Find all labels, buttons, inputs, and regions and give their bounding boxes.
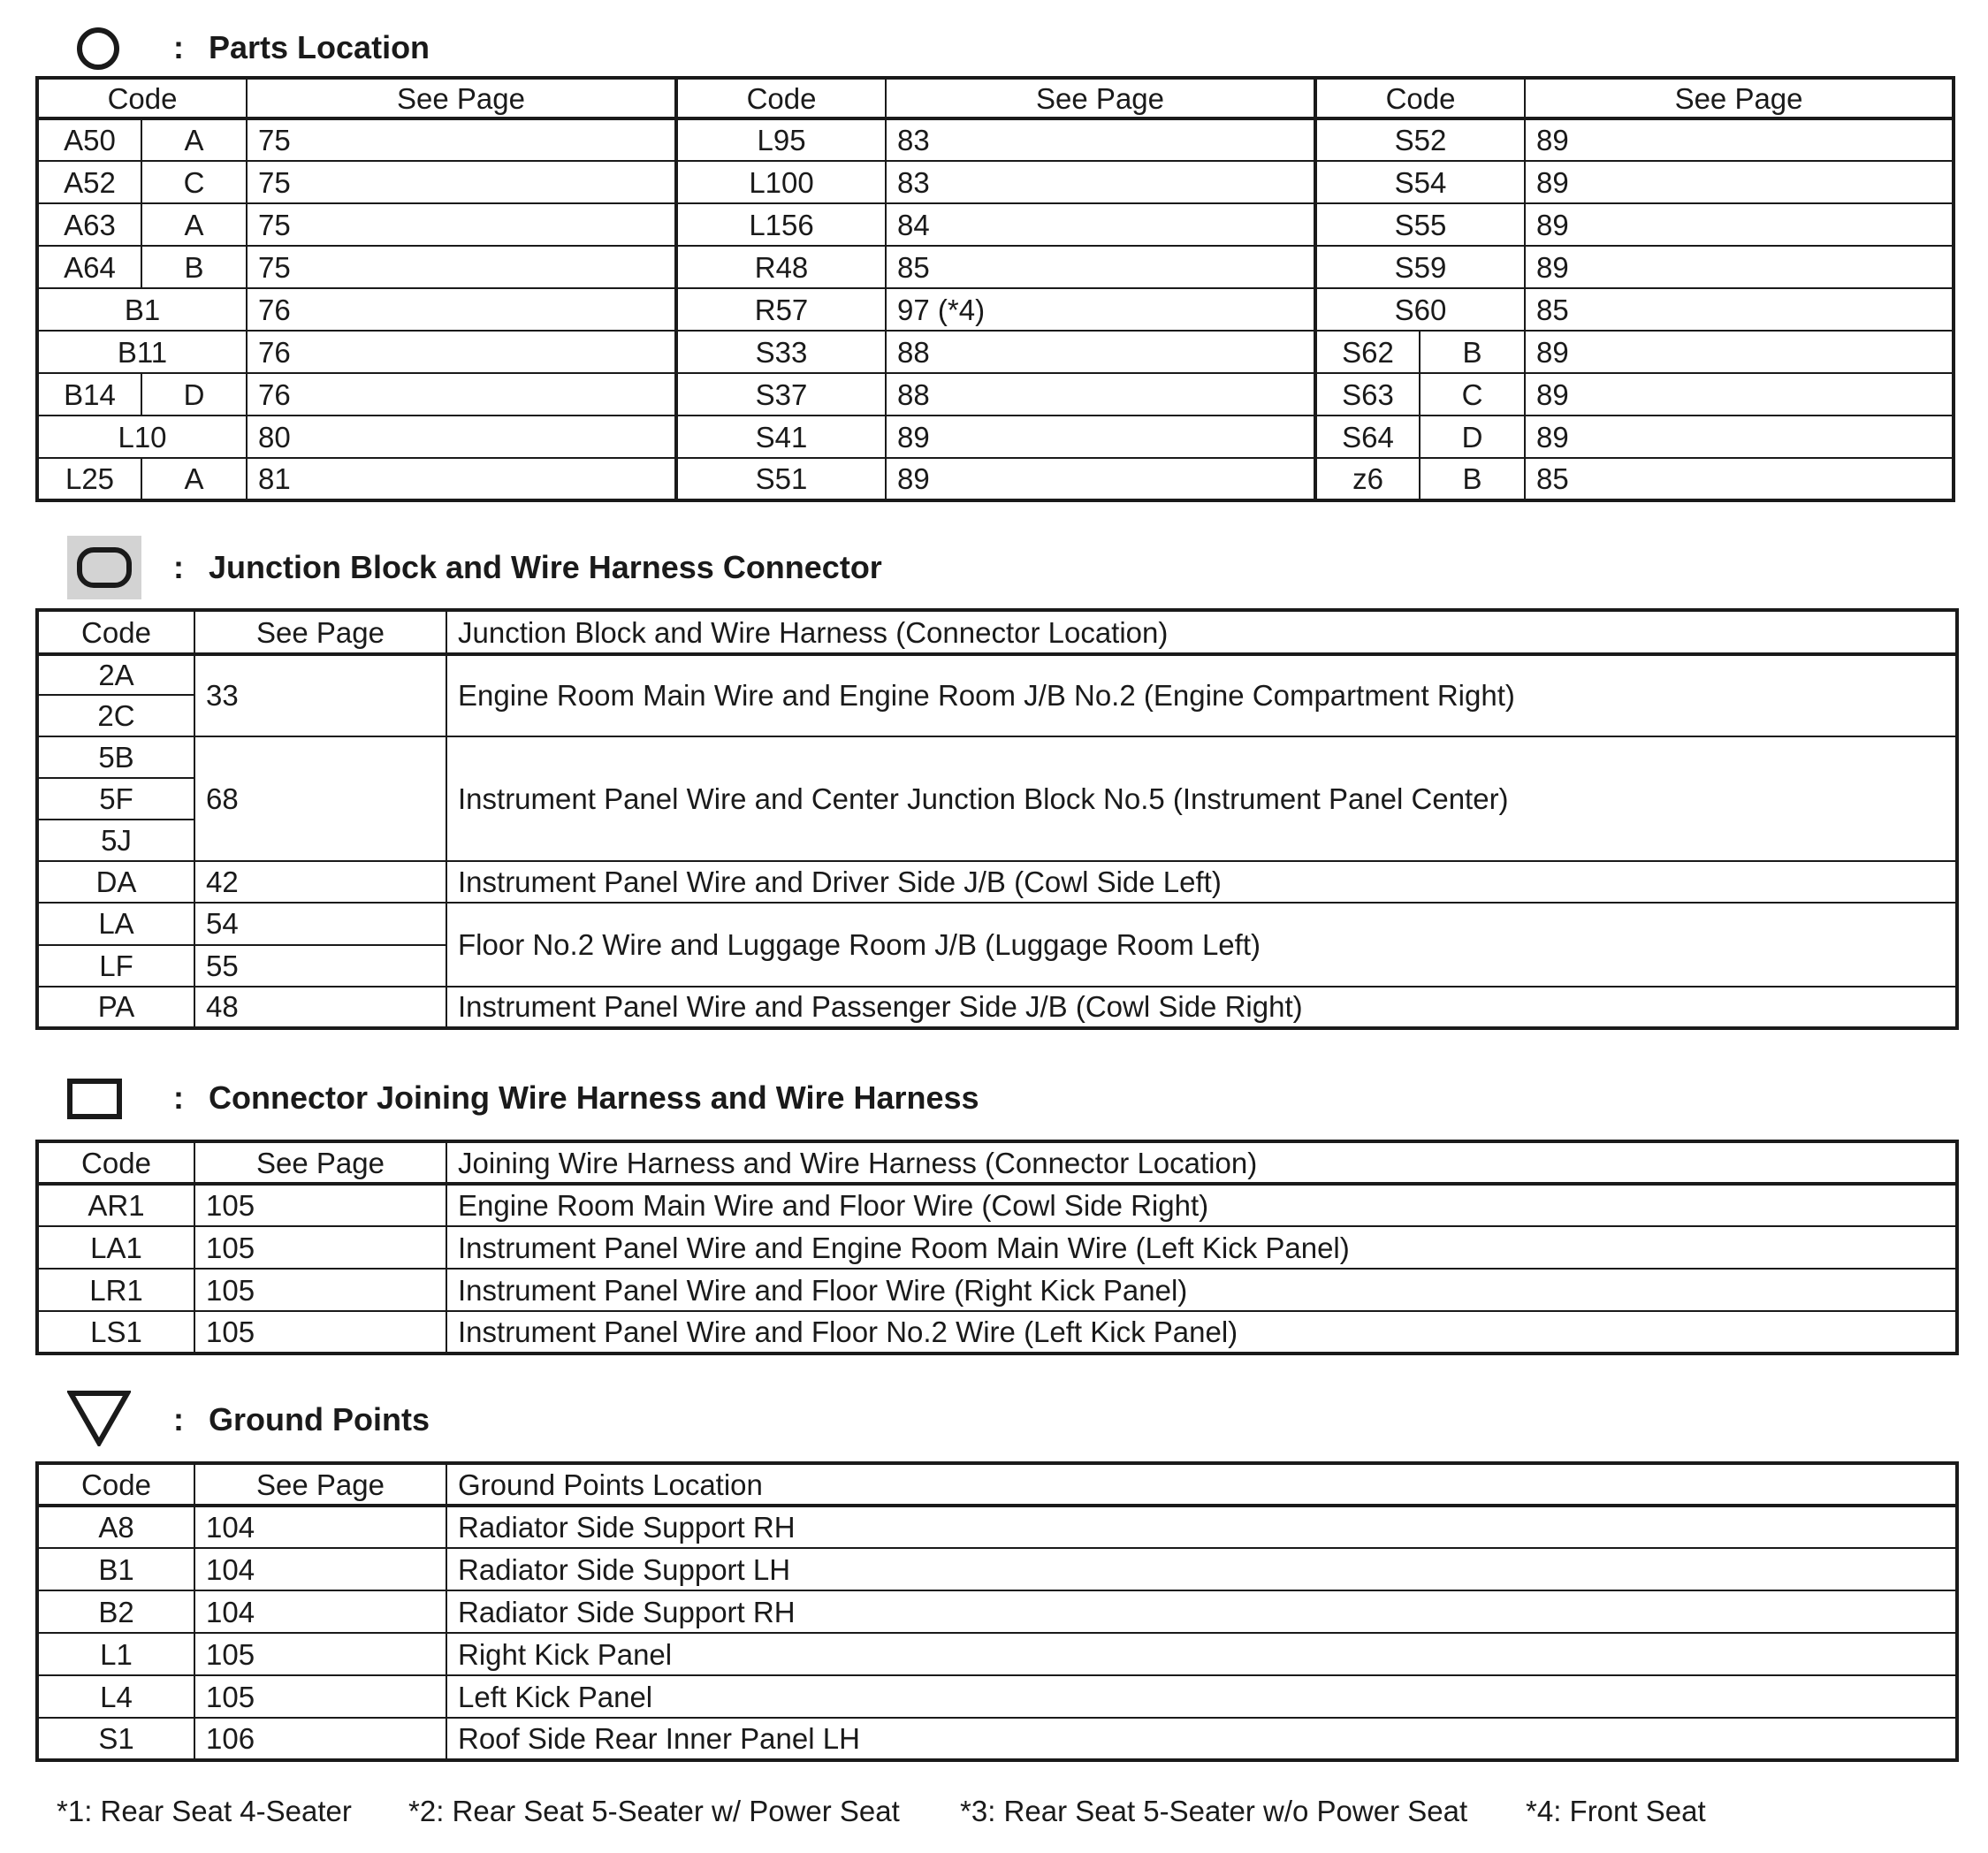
header-see-page: See Page <box>194 610 446 654</box>
footnote-1: *1: Rear Seat 4-Seater <box>57 1795 352 1827</box>
page-cell: 42 <box>194 861 446 903</box>
code-cell: z6 <box>1315 458 1420 500</box>
page-cell: 55 <box>194 945 446 987</box>
code-cell: 2C <box>37 695 194 736</box>
connector-joining-heading <box>0 1077 1988 1148</box>
page-cell: 85 <box>1525 458 1954 500</box>
location-cell: Floor No.2 Wire and Luggage Room J/B (Luggage Room Left) <box>446 903 1957 986</box>
down-triangle-icon <box>67 1390 131 1446</box>
section-title: Junction Block and Wire Harness Connector <box>209 549 882 585</box>
code-cell: B11 <box>37 331 247 373</box>
section-title: Ground Points <box>209 1401 430 1437</box>
rectangle-icon <box>67 1079 122 1119</box>
table-row <box>37 1311 1957 1354</box>
page-cell: 85 <box>886 246 1315 288</box>
header-see-page: See Page <box>1525 78 1954 118</box>
location-cell: Radiator Side Support RH <box>446 1590 1957 1633</box>
page-cell: 106 <box>194 1718 446 1760</box>
header-location: Joining Wire Harness and Wire Harness (Connector Location) <box>446 1141 1957 1184</box>
page-cell: 76 <box>247 288 676 331</box>
page-cell: 88 <box>886 373 1315 416</box>
table-row <box>37 1675 1957 1718</box>
page-cell: 104 <box>194 1590 446 1633</box>
footnotes <box>0 1795 1988 1834</box>
heading-colon: : <box>173 1401 184 1437</box>
location-cell: Instrument Panel Wire and Center Junction Block No.5 (Instrument Panel Center) <box>446 736 1957 862</box>
sub-code-cell: A <box>141 203 247 246</box>
page-cell: 75 <box>247 246 676 288</box>
page-cell: 105 <box>194 1226 446 1269</box>
header-location: Junction Block and Wire Harness (Connector Location) <box>446 610 1957 654</box>
page-cell: 76 <box>247 331 676 373</box>
code-cell: L1 <box>37 1633 194 1675</box>
table-row <box>37 118 1954 161</box>
code-cell: S59 <box>1315 246 1525 288</box>
section-title: Connector Joining Wire Harness and Wire Harness <box>209 1079 979 1116</box>
page-cell: 105 <box>194 1184 446 1226</box>
footnote-3: *3: Rear Seat 5-Seater w/o Power Seat <box>960 1795 1468 1827</box>
table-row <box>37 1226 1957 1269</box>
location-cell: Radiator Side Support RH <box>446 1506 1957 1548</box>
code-cell: LS1 <box>37 1311 194 1354</box>
page-cell: 54 <box>194 903 446 944</box>
sub-code-cell: B <box>141 246 247 288</box>
page-cell: 105 <box>194 1269 446 1311</box>
page-cell: 89 <box>1525 161 1954 203</box>
page-cell: 97 (*4) <box>886 288 1315 331</box>
code-cell: 5F <box>37 778 194 820</box>
location-cell: Instrument Panel Wire and Passenger Side J/B (Cowl Side Right) <box>446 987 1957 1028</box>
code-cell: 2A <box>37 654 194 695</box>
page-cell: 89 <box>886 458 1315 500</box>
location-cell: Radiator Side Support LH <box>446 1548 1957 1590</box>
code-cell: LA1 <box>37 1226 194 1269</box>
code-cell: L95 <box>676 118 886 161</box>
location-cell: Engine Room Main Wire and Engine Room J/B No.2 (Engine Compartment Right) <box>446 654 1957 736</box>
sub-code-cell: C <box>141 161 247 203</box>
code-cell: S52 <box>1315 118 1525 161</box>
heading-colon: : <box>173 549 184 585</box>
code-cell: S55 <box>1315 203 1525 246</box>
page-cell: 89 <box>1525 416 1954 458</box>
code-cell: B1 <box>37 1548 194 1590</box>
page-cell: 68 <box>194 736 446 862</box>
page-cell: 83 <box>886 161 1315 203</box>
parts-location-table <box>35 76 1955 502</box>
page-cell: 48 <box>194 987 446 1028</box>
header-code: Code <box>37 1141 194 1184</box>
header-code: Code <box>1315 78 1525 118</box>
table-row <box>37 373 1954 416</box>
junction-block-heading <box>0 536 1988 606</box>
code-cell: 5J <box>37 820 194 861</box>
table-row <box>37 1548 1957 1590</box>
code-cell: B2 <box>37 1590 194 1633</box>
page-cell: 84 <box>886 203 1315 246</box>
section-title: Parts Location <box>209 29 430 65</box>
page-cell: 75 <box>247 118 676 161</box>
page-cell: 89 <box>1525 118 1954 161</box>
page-cell: 83 <box>886 118 1315 161</box>
page-cell: 89 <box>1525 373 1954 416</box>
code-cell: S54 <box>1315 161 1525 203</box>
ground-points-table <box>35 1461 1959 1762</box>
page-cell: 104 <box>194 1548 446 1590</box>
footnote-4: *4: Front Seat <box>1526 1795 1706 1827</box>
location-cell: Instrument Panel Wire and Floor No.2 Wire (Left Kick Panel) <box>446 1311 1957 1354</box>
code-cell: B1 <box>37 288 247 331</box>
table-row <box>37 1633 1957 1675</box>
location-cell: Engine Room Main Wire and Floor Wire (Cowl Side Right) <box>446 1184 1957 1226</box>
table-row <box>37 1184 1957 1226</box>
code-cell: LF <box>37 945 194 987</box>
table-row <box>37 203 1954 246</box>
page-cell: 75 <box>247 203 676 246</box>
table-row <box>37 1590 1957 1633</box>
page-cell: 76 <box>247 373 676 416</box>
page-cell: 89 <box>1525 246 1954 288</box>
header-code: Code <box>37 610 194 654</box>
code-cell: A64 <box>37 246 141 288</box>
code-cell: 5B <box>37 736 194 778</box>
code-cell: S64 <box>1315 416 1420 458</box>
page-cell: 105 <box>194 1311 446 1354</box>
code-cell: S1 <box>37 1718 194 1760</box>
code-cell: A8 <box>37 1506 194 1548</box>
sub-code-cell: C <box>1420 373 1525 416</box>
header-see-page: See Page <box>194 1463 446 1506</box>
code-cell: L156 <box>676 203 886 246</box>
header-location: Ground Points Location <box>446 1463 1957 1506</box>
page-cell: 88 <box>886 331 1315 373</box>
heading-colon: : <box>173 1079 184 1116</box>
code-cell: PA <box>37 987 194 1028</box>
code-cell: S62 <box>1315 331 1420 373</box>
page-cell: 89 <box>1525 331 1954 373</box>
page-cell: 85 <box>1525 288 1954 331</box>
sub-code-cell: B <box>1420 331 1525 373</box>
table-row <box>37 288 1954 331</box>
connector-joining-table <box>35 1140 1959 1355</box>
page-cell: 80 <box>247 416 676 458</box>
code-cell: S63 <box>1315 373 1420 416</box>
page-cell: 89 <box>886 416 1315 458</box>
location-cell: Instrument Panel Wire and Driver Side J/B (Cowl Side Left) <box>446 861 1957 903</box>
table-row <box>37 458 1954 500</box>
page-cell: 75 <box>247 161 676 203</box>
ground-points-heading <box>0 1390 1988 1460</box>
code-cell: LR1 <box>37 1269 194 1311</box>
location-cell: Left Kick Panel <box>446 1675 1957 1718</box>
header-see-page: See Page <box>247 78 676 118</box>
sub-code-cell: A <box>141 118 247 161</box>
code-cell: L100 <box>676 161 886 203</box>
code-cell: S51 <box>676 458 886 500</box>
header-code: Code <box>37 78 247 118</box>
location-cell: Instrument Panel Wire and Floor Wire (Right Kick Panel) <box>446 1269 1957 1311</box>
table-row <box>37 331 1954 373</box>
page-cell: 105 <box>194 1633 446 1675</box>
location-cell: Instrument Panel Wire and Engine Room Main Wire (Left Kick Panel) <box>446 1226 1957 1269</box>
table-row <box>37 1506 1957 1548</box>
code-cell: A50 <box>37 118 141 161</box>
table-row <box>37 1718 1957 1760</box>
rounded-rectangle-shaded-icon <box>67 536 141 599</box>
header-code: Code <box>37 1463 194 1506</box>
circle-icon <box>76 27 120 71</box>
code-cell: A52 <box>37 161 141 203</box>
sub-code-cell: D <box>1420 416 1525 458</box>
code-cell: S37 <box>676 373 886 416</box>
page-cell: 89 <box>1525 203 1954 246</box>
code-cell: A63 <box>37 203 141 246</box>
code-cell: L25 <box>37 458 141 500</box>
table-row <box>37 161 1954 203</box>
junction-block-table <box>35 608 1959 1030</box>
code-cell: R48 <box>676 246 886 288</box>
code-cell: R57 <box>676 288 886 331</box>
table-row <box>37 1269 1957 1311</box>
table-row <box>37 416 1954 458</box>
header-see-page: See Page <box>886 78 1315 118</box>
code-cell: AR1 <box>37 1184 194 1226</box>
page-cell: 33 <box>194 654 446 736</box>
sub-code-cell: D <box>141 373 247 416</box>
header-code: Code <box>676 78 886 118</box>
page-cell: 105 <box>194 1675 446 1718</box>
code-cell: L10 <box>37 416 247 458</box>
table-row <box>37 246 1954 288</box>
code-cell: B14 <box>37 373 141 416</box>
code-cell: S33 <box>676 331 886 373</box>
sub-code-cell: A <box>141 458 247 500</box>
code-cell: LA <box>37 903 194 944</box>
code-cell: DA <box>37 861 194 903</box>
page-cell: 104 <box>194 1506 446 1548</box>
sub-code-cell: B <box>1420 458 1525 500</box>
footnote-2: *2: Rear Seat 5-Seater w/ Power Seat <box>408 1795 900 1827</box>
location-cell: Roof Side Rear Inner Panel LH <box>446 1718 1957 1760</box>
code-cell: S60 <box>1315 288 1525 331</box>
page-cell: 81 <box>247 458 676 500</box>
header-see-page: See Page <box>194 1141 446 1184</box>
heading-colon: : <box>173 29 184 65</box>
code-cell: L4 <box>37 1675 194 1718</box>
location-cell: Right Kick Panel <box>446 1633 1957 1675</box>
code-cell: S41 <box>676 416 886 458</box>
